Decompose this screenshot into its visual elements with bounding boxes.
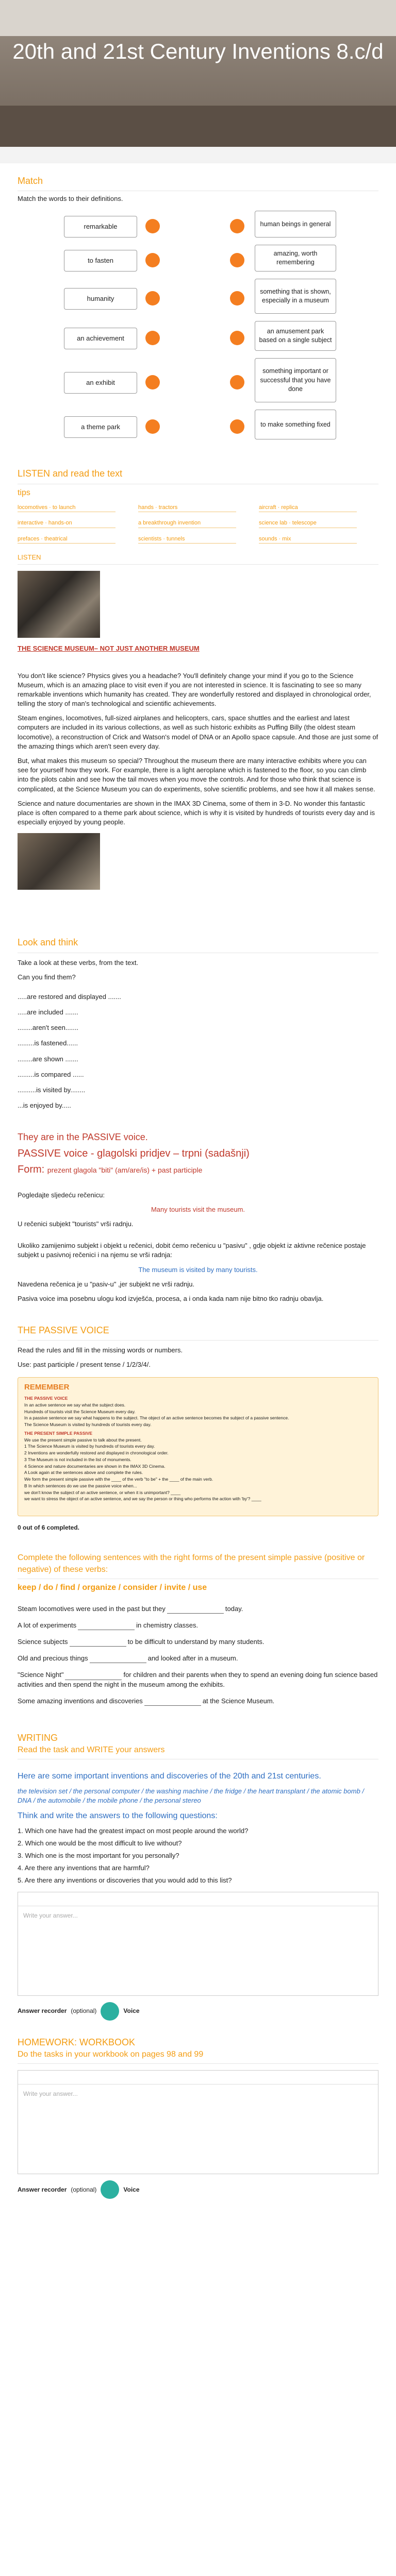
match-dot-left[interactable] <box>145 375 160 389</box>
remember-line: THE PASSIVE VOICE <box>24 1396 68 1401</box>
homework-placeholder: Write your answer... <box>23 2090 78 2098</box>
remember-line: A Look again at the sentences above and complete the rules. <box>24 1470 143 1476</box>
answer-blank[interactable] <box>90 1655 146 1663</box>
complete-heading: Complete the following sentences with the right forms of the present simple passive (positive or negative) of these verbs: <box>18 1552 378 1579</box>
remember-line: 1 The Science Museum is visited by hundreds of tourists every day. <box>24 1444 155 1449</box>
answer-blank[interactable] <box>144 1698 201 1706</box>
match-definition[interactable]: amazing, worth remembering <box>255 245 336 272</box>
form-text: prezent glagola "biti" (am/are/is) + past participle <box>47 1165 203 1174</box>
homework-textarea[interactable] <box>18 2070 378 2174</box>
recorder-optional: (optional) <box>71 2007 97 2015</box>
record-voice-button[interactable] <box>101 2002 119 2021</box>
sentence-end: to be difficult to understand by many students. <box>127 1637 265 1646</box>
recorder-optional: (optional) <box>71 2185 97 2193</box>
passive-note: They are in the PASSIVE voice. <box>18 1132 148 1143</box>
answer-blank[interactable] <box>70 1639 126 1647</box>
remember-line: we don't know the subject of an active sentence, or when it is unimportant? ____ <box>24 1489 181 1495</box>
remember-title: REMEMBER <box>24 1382 70 1392</box>
editor-toolbar <box>18 2071 378 2084</box>
remember-line: we want to stress the object of an active sentence, and we say the person or thing who performs the action with 'by'? ____ <box>24 1496 261 1502</box>
sentence-end: at the Science Museum. <box>202 1697 275 1705</box>
remember-line: B In which sentences do we use the passive voice when... <box>24 1483 137 1488</box>
writing-question: 1. Which one have had the greatest impact on most people around the world? <box>18 1826 249 1835</box>
remember-line: THE PRESENT SIMPLE PASSIVE <box>24 1430 93 1436</box>
look-section <box>18 936 378 1303</box>
verb-line: .....are restored and displayed ....... <box>18 992 121 1001</box>
match-instruction: Match the words to their definitions. <box>18 195 123 203</box>
remember-line: The Science Museum is visited by hundreds of tourists every day. <box>24 1422 152 1428</box>
remember-line: In a passive sentence we say what happens to the subject. The object of an active sentence becomes the subject of a passive sentence. <box>24 1415 289 1421</box>
answer-blank[interactable] <box>78 1622 135 1630</box>
voice-label: Voice <box>123 2185 140 2193</box>
match-term[interactable]: an achievement <box>64 328 137 349</box>
museum-photo <box>18 571 100 638</box>
match-row <box>18 279 378 321</box>
recorder-label: Answer recorder <box>18 2185 67 2193</box>
homework-section <box>18 2036 378 2199</box>
match-dot-left[interactable] <box>145 253 160 267</box>
match-dot-left[interactable] <box>145 331 160 345</box>
compare-text: Pogledajte sljedeću rečenicu: <box>18 1191 105 1199</box>
writing-question: 3. Which one is the most important for you personally? <box>18 1852 179 1860</box>
fill-sentence <box>18 1697 378 1706</box>
sentence-start: A lot of experiments <box>18 1621 77 1629</box>
match-dot-right[interactable] <box>230 291 244 306</box>
remember-line: We form the present simple passive with the ____ of the verb "to be" + the ____ of the main verb. <box>24 1477 213 1482</box>
verb-line: ..........is visited by........ <box>18 1086 86 1094</box>
cinema-photo <box>18 833 100 890</box>
vocab-tag[interactable]: aircraft · replica <box>259 504 357 512</box>
example-passive-note: Navedena rečenica je u "pasiv-u" ,jer subjekt ne vrši radnju. <box>18 1280 195 1288</box>
vocab-tag[interactable]: prefaces · theatrical <box>18 535 116 544</box>
vocab-tag[interactable]: science lab · telescope <box>259 519 357 528</box>
passive-title: PASSIVE voice - glagolski pridjev – trpni (sadašnji) <box>18 1147 250 1159</box>
vocab-tag[interactable]: locomotives · to launch <box>18 504 116 512</box>
match-row <box>18 211 378 245</box>
sentence-start: Science subjects <box>18 1637 68 1646</box>
passive-instr-2: Use: past participle / present tense / 1/2/3/4/. <box>18 1361 151 1369</box>
example-active-note: U rečenici subjekt "tourists" vrši radnju. <box>18 1219 134 1228</box>
match-row <box>18 321 378 358</box>
sentence-start: "Science Night" <box>18 1671 64 1679</box>
homework-sub: Do the tasks in your workbook on pages 98 and 99 <box>18 2049 378 2064</box>
fill-sentence <box>18 1654 378 1663</box>
toolbar-strip <box>0 147 396 163</box>
fill-sentence <box>18 1621 378 1630</box>
completion-score: 0 out of 6 completed. <box>18 1523 80 1531</box>
sentence-end: in chemistry classes. <box>136 1621 199 1629</box>
match-heading: Match <box>18 175 378 191</box>
writing-question: 5. Are there any inventions or discoveries that you would add to this list? <box>18 1876 232 1885</box>
writing-intro: Here are some important inventions and discoveries of the 20th and 21st centuries. <box>18 1772 321 1781</box>
record-voice-button[interactable] <box>101 2180 119 2199</box>
paragraph-3: But, what makes this museum so special? Throughout the museum there are many interactive exhibits where you can see for yourself how they work. For example, there is a light aeroplane which is fastened to the floor, so you can climb into the pilots cabin and see how the tail moves when you move the controls. And for those who think that science is complicated, at the Science Museum you can do experiments, solve scientific problems, and see how it all makes sense. <box>18 757 375 793</box>
passive-heading: THE PASSIVE VOICE <box>18 1324 378 1341</box>
voice-label: Voice <box>123 2007 140 2015</box>
vocab-tag[interactable]: interactive · hands-on <box>18 519 116 528</box>
tips-label: tips <box>18 488 30 497</box>
writing-question: 4. Are there any inventions that are harmful? <box>18 1864 150 1872</box>
paragraph-2: Steam engines, locomotives, full-sized airplanes and helicopters, cars, space shuttles and the earliest and latest computers are included in its various collections, as well as such historic exhibits as Puffing Billy (the oldest steam locomotive), a reconstruction of Crick and Watson's model of DNA or an Apollo space capsule. And those are just some of the amazing things which aren't seen every day. <box>18 714 378 750</box>
example-passive: The museum is visited by many tourists. <box>138 1265 258 1274</box>
remember-box <box>18 1377 378 1516</box>
match-definition[interactable]: to make something fixed <box>255 410 336 439</box>
match-definition[interactable]: something important or successful that you have done <box>255 358 336 402</box>
match-definition[interactable]: an amusement park based on a single subject <box>255 321 336 351</box>
look-intro: Take a look at these verbs, from the text. <box>18 958 139 967</box>
passive-instr-1: Read the rules and fill in the missing words or numbers. <box>18 1346 183 1354</box>
form-line <box>18 1163 378 1176</box>
homework-heading: HOMEWORK: WORKBOOK <box>18 2037 136 2047</box>
explanation: Ukoliko zamijenimo subjekt i objekt u rečenici, dobit ćemo rečenicu u "pasivu" , gdje objekt iz aktivne rečenice postaje subjekt u pasivnoj rečenici i na njemu se vrši radnja: <box>18 1242 366 1259</box>
answer-blank[interactable] <box>65 1672 122 1680</box>
sentence-end: for children and their parents when they to spend an evening doing fun science based activities and then spend the night in the museum among the exhibits. <box>18 1671 378 1688</box>
vocab-tag[interactable]: sounds · mix <box>259 535 357 544</box>
complete-section <box>18 1552 378 1705</box>
verb-line: ........aren't seen....... <box>18 1024 79 1032</box>
listen-heading: LISTEN and read the text <box>18 467 378 484</box>
match-term[interactable]: humanity <box>64 288 137 310</box>
verb-line: .....are included ....... <box>18 1008 78 1016</box>
look-question: Can you find them? <box>18 973 76 981</box>
editor-toolbar <box>18 1892 378 1906</box>
text-title: THE SCIENCE MUSEUM– NOT JUST ANOTHER MUSEUM <box>18 645 200 653</box>
match-dot-left[interactable] <box>145 419 160 434</box>
verb-line: ...is enjoyed by..... <box>18 1101 71 1110</box>
answer-textarea[interactable] <box>18 1892 378 1996</box>
answer-blank[interactable] <box>167 1606 224 1614</box>
answer-placeholder: Write your answer... <box>23 1911 78 1919</box>
match-dot-left[interactable] <box>145 291 160 306</box>
hero-banner <box>0 0 396 147</box>
sentence-end: today. <box>225 1604 243 1613</box>
remember-line: 3 The Museum is not included in the list of monuments. <box>24 1456 131 1462</box>
match-row <box>18 358 378 410</box>
match-row <box>18 245 378 279</box>
think-text: Think and write the answers to the following questions: <box>18 1811 218 1821</box>
form-label: Form: <box>18 1163 45 1175</box>
recorder-label: Answer recorder <box>18 2007 67 2015</box>
verb-line: .........is compared ...... <box>18 1070 84 1078</box>
match-definition[interactable]: something that is shown, especially in a museum <box>255 279 336 314</box>
remember-line: In an active sentence we say what the subject does. <box>24 1402 126 1408</box>
match-dot-right[interactable] <box>230 219 244 233</box>
homework-recorder <box>18 2180 378 2199</box>
remember-line: 2 Inventions are wonderfully restored and displayed in chronological order. <box>24 1450 169 1456</box>
example-active: Many tourists visit the museum. <box>151 1205 245 1213</box>
match-dot-right[interactable] <box>230 331 244 345</box>
verb-line: .........is fastened...... <box>18 1039 78 1047</box>
vocab-tag[interactable]: a breakthrough invention <box>138 519 236 528</box>
match-dot-right[interactable] <box>230 375 244 389</box>
fill-sentence <box>18 1637 378 1647</box>
remember-line: Hundreds of tourists visit the Science Museum every day. <box>24 1409 136 1414</box>
remember-line: 4 Science and nature documentaries are shown in the IMAX 3D Cinema. <box>24 1463 166 1469</box>
verb-list: keep / do / find / organize / consider / invite / use <box>18 1583 207 1592</box>
vocabulary-tags <box>18 504 378 544</box>
sentence-end: and looked after in a museum. <box>147 1654 238 1663</box>
fill-sentence <box>18 1604 378 1614</box>
verb-line: ........are shown ....... <box>18 1055 78 1063</box>
match-dot-right[interactable] <box>230 253 244 267</box>
paragraph-4: Science and nature documentaries are shown in the IMAX 3D Cinema, some of them in 3-D. No wonder this fantastic place is often compared to a theme park about science, which is why it is visited by hundreds of tourists every day and is especially enjoyed by young people. <box>18 799 375 826</box>
sentence-start: Some amazing inventions and discoveries <box>18 1697 143 1705</box>
match-section <box>18 175 378 447</box>
writing-sub: Read the task and WRITE your answers <box>18 1744 378 1759</box>
sentence-start: Steam locomotives were used in the past but they <box>18 1604 166 1613</box>
match-term[interactable]: to fasten <box>64 250 137 272</box>
match-term[interactable]: remarkable <box>64 216 137 238</box>
listen-label: LISTEN <box>18 553 378 565</box>
match-dot-right[interactable] <box>230 419 244 434</box>
remember-line: We use the present simple passive to talk about the present. <box>24 1437 142 1443</box>
match-dot-left[interactable] <box>145 219 160 233</box>
vocab-tag[interactable]: scientists · tunnels <box>138 535 236 544</box>
passive-section <box>18 1324 378 1532</box>
match-term[interactable]: a theme park <box>64 416 137 438</box>
use-note: Pasiva voice ima posebnu ulogu kod izvješća, procesa, a i onda kada nam nije bitno tko radnju obavlja. <box>18 1294 324 1302</box>
answer-recorder <box>18 2002 378 2021</box>
match-definition[interactable]: human beings in general <box>255 211 336 238</box>
sentence-start: Old and precious things <box>18 1654 88 1663</box>
writing-section <box>18 1732 378 2021</box>
match-term[interactable]: an exhibit <box>64 372 137 394</box>
invention-list: the television set / the personal computer / the washing machine / the fridge / the heart transplant / the atomic bomb / DNA / the automobile / the mobile phone / the personal stereo <box>18 1787 365 1805</box>
paragraph-1: You don't like science? Physics gives you a headache? You'll definitely change your mind if you go to the Science Museum, which is an amazing place to visit even if you are not interested in science. It is fascinating to see so many remarkable inventions which humanity has created. They are wonderfully restored and displayed in chronological order, telling the story of man's technological and scientific achievements. <box>18 671 371 708</box>
writing-heading: WRITING <box>18 1732 58 1743</box>
fill-sentence <box>18 1670 378 1689</box>
look-heading: Look and think <box>18 936 378 953</box>
vocab-tag[interactable]: hands · tractors <box>138 504 236 512</box>
listen-section <box>18 467 378 890</box>
writing-question: 2. Which one would be the most difficult to live without? <box>18 1839 182 1847</box>
page-title: 20th and 21st Century Inventions 8.c/d <box>12 39 384 63</box>
match-row <box>18 410 378 447</box>
